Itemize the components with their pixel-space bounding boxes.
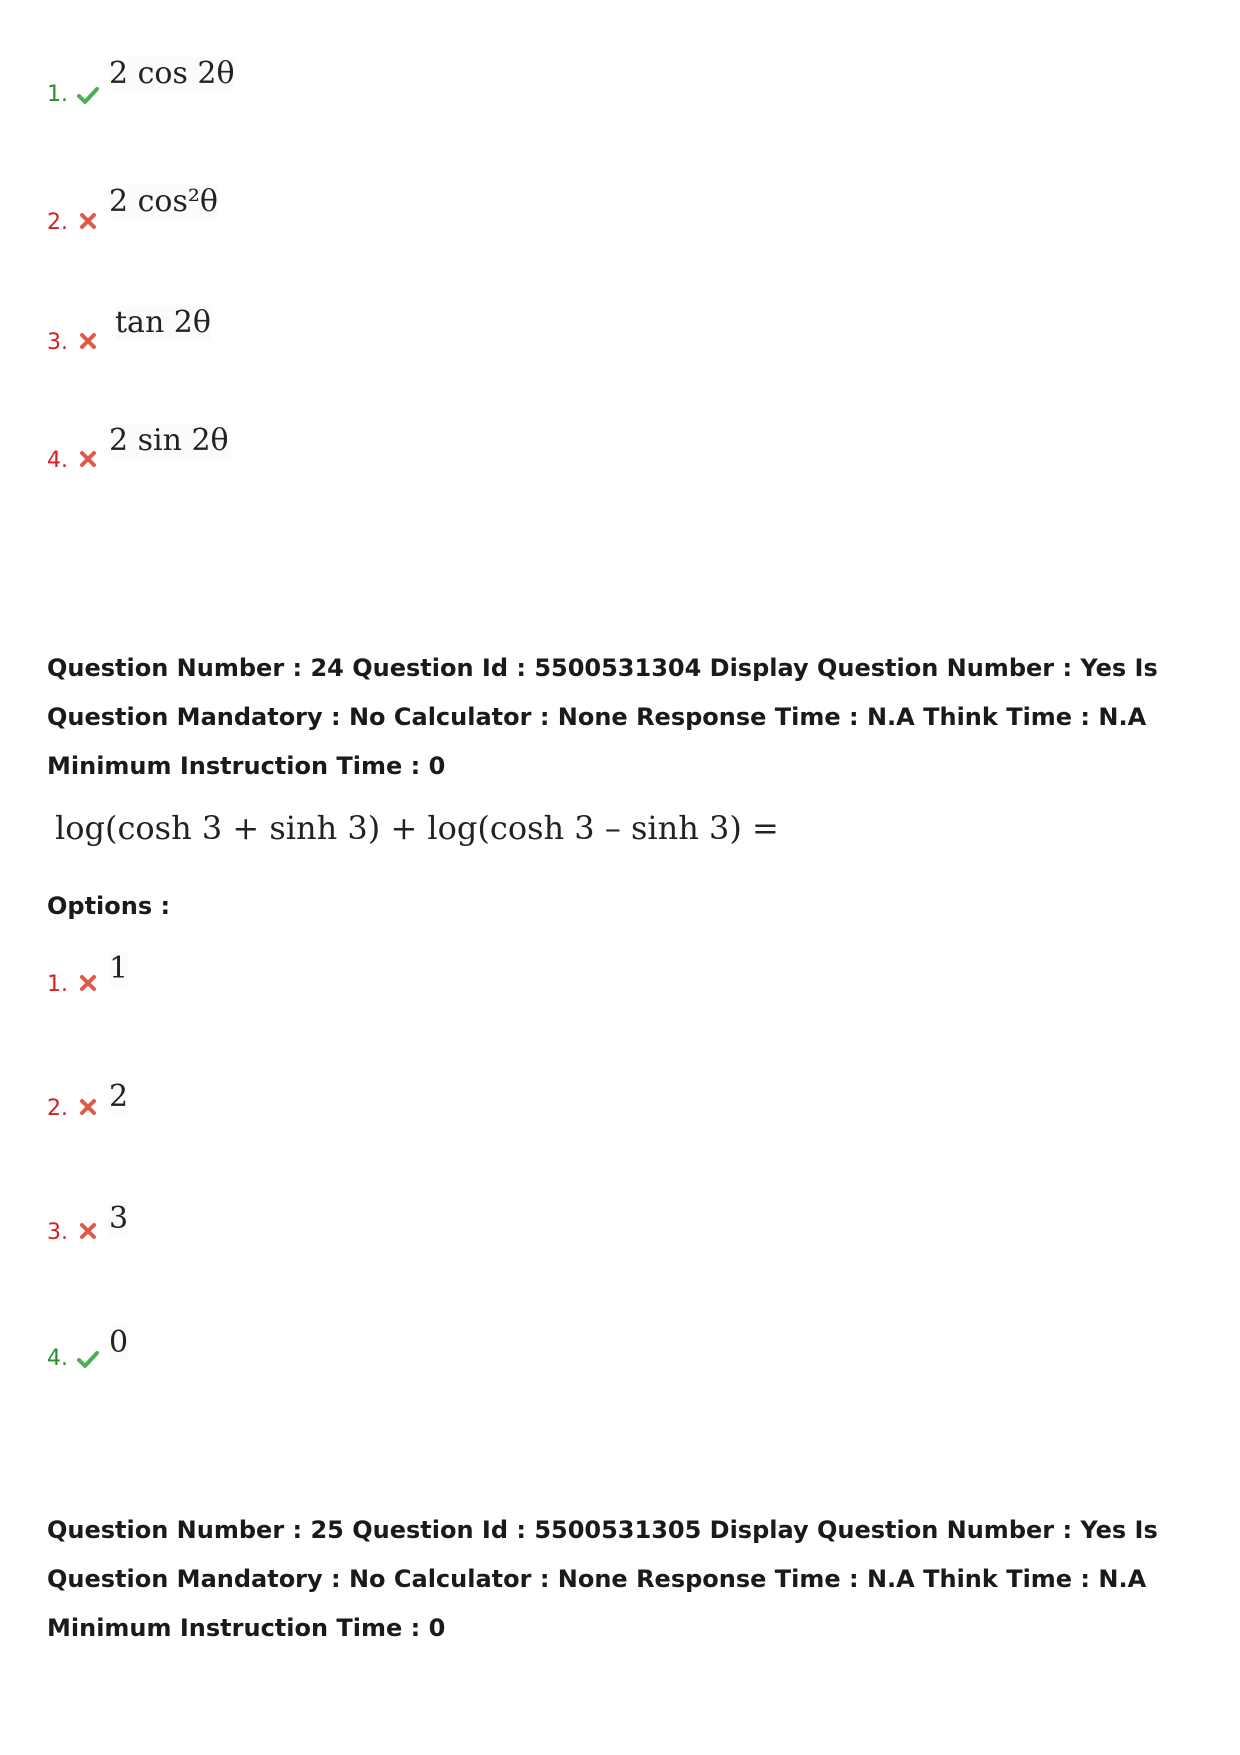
- cross-icon: [77, 448, 99, 470]
- cross-icon: [77, 330, 99, 352]
- option-number: 1.: [47, 972, 68, 997]
- option-number: 4.: [47, 1346, 68, 1371]
- options-label: Options :: [47, 892, 171, 920]
- check-icon: [77, 1348, 99, 1370]
- option-math: 1: [109, 951, 129, 986]
- cross-icon: [77, 1096, 99, 1118]
- option-number: 3.: [47, 330, 68, 355]
- option-math: 0: [109, 1325, 129, 1360]
- option-number: 2.: [47, 1096, 68, 1121]
- cross-icon: [77, 972, 99, 994]
- option-math: 2 sin 2θ: [109, 423, 229, 458]
- cross-icon: [77, 1220, 99, 1242]
- cross-icon: [77, 210, 99, 232]
- option-number: 4.: [47, 448, 68, 473]
- option-math: 2 cos 2θ: [109, 56, 235, 91]
- option-number: 2.: [47, 210, 68, 235]
- question-25-meta: Question Number : 25 Question Id : 5500531305 Display Question Number : Yes Is Question Mandatory : No Calculator : None Response Time : N.A Think Time : N.A Minimum Instruction Time : 0: [47, 1516, 1158, 1642]
- option-math: tan 2θ: [115, 305, 211, 340]
- question-24-meta: Question Number : 24 Question Id : 5500531304 Display Question Number : Yes Is Question Mandatory : No Calculator : None Response Time : N.A Think Time : N.A Minimum Instruction Time : 0: [47, 654, 1158, 780]
- option-math: 2 cos²θ: [109, 184, 218, 219]
- option-math: 3: [109, 1201, 129, 1236]
- question-24-stem: log(cosh 3 + sinh 3) + log(cosh 3 – sinh 3) =: [55, 809, 779, 847]
- option-number: 1.: [47, 82, 68, 107]
- option-math: 2: [109, 1079, 129, 1114]
- option-number: 3.: [47, 1220, 68, 1245]
- check-icon: [77, 84, 99, 106]
